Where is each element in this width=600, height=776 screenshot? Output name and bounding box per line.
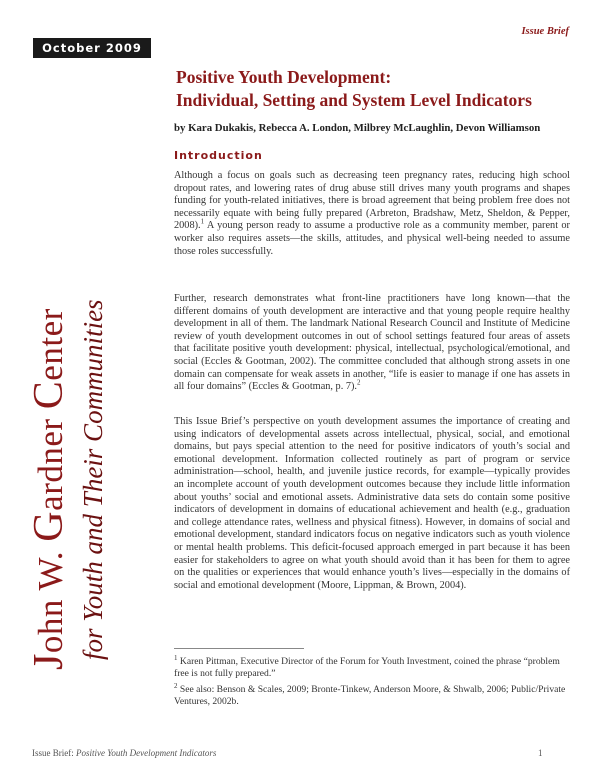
footnote-1-mark: 1: [174, 653, 178, 662]
footnote-1-text: Karen Pittman, Executive Director of the Forum for Youth Investment, coined the phrase “problem free is not fully prepared.”: [174, 656, 560, 679]
footer-prefix: Issue Brief:: [32, 748, 76, 758]
footnote-ref-1: 1: [200, 217, 205, 226]
footnote-ref-2: 2: [357, 378, 361, 387]
page-number: 1: [538, 748, 543, 758]
title-line-1: Positive Youth Development:: [176, 67, 392, 87]
footnote-divider: [174, 648, 304, 649]
issue-brief-label: Issue Brief: [521, 26, 569, 37]
org-name-gardner: ardner: [31, 418, 70, 511]
org-initial-c: C: [26, 380, 72, 410]
org-tagline-vertical: for Youth and Their Communities: [78, 299, 108, 660]
authors-line: by Kara Dukakis, Rebecca A. London, Milbrey McLaughlin, Devon Williamson: [174, 122, 541, 134]
page-footer: [32, 748, 216, 758]
paragraph-1-text: Although a focus on goals such as decreasing teen pregnancy rates, reducing high school dropout rates, and lowering rates of drug abuse still drives many youth programs and shapes funding for youth-related initiatives, there is broad agreement that being problem free does not necessarily equate with being fully prepared (Arbreton, Bradshaw, Metz, Sheldon, & Pepper, 2008).: [174, 170, 570, 232]
paragraph-3: This Issue Brief’s perspective on youth development assumes the importance of creating and using indicators of developmental assets across intellectual, physical, social, and emotional domains, but pays special attention to the need for positive indicators of youth’s social and emotional development. Information collected routinely as part of program or service administration—school, health, and juvenile justice records, for example—typically provides an incomplete account of youth development outcomes because they include little information about youths’ social and emotional assets. Administrative data sets do contain some positive indicators of development in domains of educational achievement and health (e.g., graduation and college attendance rates, wellness and physical fitness). However, in domains of social and emotional development, standard indicators focus on negative indicators such as youth violence or mental health problems. This deficit-focused approach emerged in part because it has been easier for stakeholders to agree on what youth should avoid than it has been for them to agree on the qualities or experiences that would enhance youth’s lives—especially in the domains of social and emotional development (Moore, Lippman, & Brown, 2004).: [174, 416, 570, 591]
paragraph-2: [174, 293, 570, 394]
org-name-vertical: [28, 308, 70, 670]
footnote-1: [174, 653, 570, 679]
footnote-2: [174, 681, 570, 707]
org-initial-g: G: [26, 510, 72, 542]
document-title: [176, 66, 576, 112]
footnote-2-mark: 2: [174, 681, 178, 690]
paragraph-1: [174, 170, 570, 258]
footer-title: Positive Youth Development Indicators: [76, 748, 217, 758]
paragraph-1-tail: A young person ready to assume a productive role as a community member, parent or worker also requires assets—the skills, attitudes, and physical well-being needed to assume those roles successfully.: [174, 220, 570, 257]
org-initial-j: J: [26, 653, 72, 670]
section-heading: Introduction: [174, 149, 263, 162]
footnote-2-text: See also: Benson & Scales, 2009; Bronte-Tinkew, Anderson Moore, & Shwalb, 2006; Public/Private Ventures, 2002b.: [174, 684, 566, 707]
org-name-john: ohn: [31, 599, 70, 654]
org-sidebar: [0, 60, 160, 670]
paragraph-2-text: Further, research demonstrates what front-line practitioners have long known—that the different domains of youth development are interactive and that young people require healthy development in all of them. The landmark National Research Council and Institute of Medicine review of youth development outcomes in out of school settings featured four areas of assets that facilitate positive youth development: physical, intellectual, psychological/emotional, and social (Eccles & Gootman, 2002). The committee concluded that although strong assets in one domain can compensate for weak assets in another, “life is easier to manage if one has assets in all four domains” (Eccles & Gootman, p. 7).: [174, 293, 570, 393]
org-middle-initial: W.: [31, 550, 70, 591]
date-banner: October 2009: [33, 38, 151, 58]
org-name-center: enter: [31, 308, 70, 381]
title-line-2: Individual, Setting and System Level Indicators: [176, 90, 532, 110]
